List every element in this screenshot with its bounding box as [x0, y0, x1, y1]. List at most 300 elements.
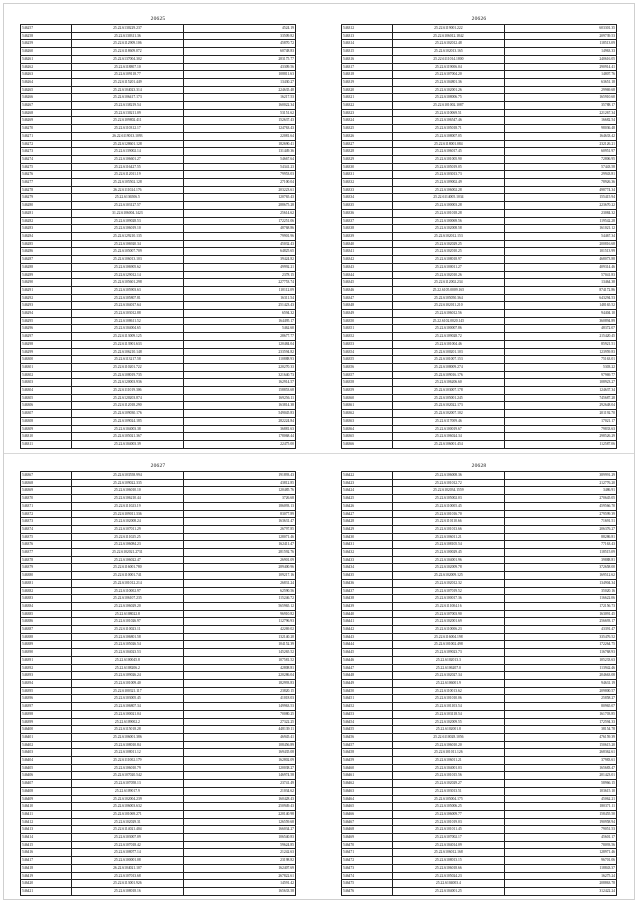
account-code-cell: 25.22.6102010.25 — [392, 248, 504, 256]
amount-cell: 2378.15 — [183, 271, 295, 279]
table-row — [21, 387, 296, 395]
table-row — [21, 479, 296, 487]
record-id-cell: 546442 — [342, 626, 393, 634]
amount-cell: 119542.28 — [504, 217, 616, 225]
amount-cell: 96910.82 — [183, 610, 295, 618]
table-row — [342, 549, 617, 557]
table-row — [342, 741, 617, 749]
table-row — [342, 179, 617, 187]
amount-cell: 98036.48 — [504, 125, 616, 133]
record-id-cell: 546461 — [342, 772, 393, 780]
table-row — [21, 787, 296, 795]
amount-cell: 3726.68 — [183, 495, 295, 503]
record-id-cell: 546470 — [342, 841, 393, 849]
account-code-cell: 25.22.6106011.21 — [392, 533, 504, 541]
table-row — [21, 533, 296, 541]
amount-cell: 72806.95 — [504, 155, 616, 163]
account-code-cell: 26.22.6111024.176 — [71, 186, 183, 194]
account-code-cell: 25.22.6106547.46 — [392, 117, 504, 125]
record-id-cell: 546300 — [21, 356, 72, 364]
record-id-cell: 546371 — [21, 502, 72, 510]
amount-cell: 268362.61 — [504, 749, 616, 757]
table-row — [342, 433, 617, 441]
table-row — [342, 525, 617, 533]
account-code-cell: 25.22.6105026.54 — [71, 641, 183, 649]
amount-cell: 132140.28 — [183, 633, 295, 641]
amount-cell: 49992.21 — [183, 263, 295, 271]
table-row — [342, 310, 617, 318]
amount-cell: 224635.48 — [183, 86, 295, 94]
table-row — [21, 340, 296, 348]
table-row — [21, 703, 296, 711]
account-code-cell: 25.22.6102.0020.145 — [392, 317, 504, 325]
record-id-cell: 546315 — [342, 48, 393, 56]
account-code-cell: 25.22.6106012.168 — [392, 849, 504, 857]
amount-cell: 21034.62 — [183, 787, 295, 795]
account-code-cell: 25.22.6102029.25 — [392, 240, 504, 248]
table-row — [342, 117, 617, 125]
amount-cell: 152637.43 — [183, 117, 295, 125]
account-code-cell: 25.22.6106010.20 — [392, 741, 504, 749]
amount-cell: 107581.52 — [183, 656, 295, 664]
record-id-cell: 546362 — [342, 410, 393, 418]
amount-cell: 372658.00 — [504, 564, 616, 572]
table-row — [21, 209, 296, 217]
amount-cell: 166034.27 — [183, 826, 295, 834]
record-id-cell: 546369 — [21, 487, 72, 495]
record-id-cell: 546354 — [342, 348, 393, 356]
account-code-cell: 25.22.6104003.39 — [71, 440, 183, 448]
amount-cell: 233594.82 — [183, 348, 295, 356]
amount-cell: 112796.93 — [183, 618, 295, 626]
record-id-cell: 546275 — [21, 163, 72, 171]
record-id-cell: 546387 — [21, 626, 72, 634]
account-code-cell: 25.22.6112909.106 — [71, 40, 183, 48]
account-code-cell: 25.22.6101011.45 — [392, 826, 504, 834]
account-code-cell: 25.22.6108019.735 — [71, 371, 183, 379]
table-row — [21, 155, 296, 163]
account-code-cell: 25.22.6100029.45 — [392, 549, 504, 557]
amount-cell: 43812.85 — [183, 479, 295, 487]
record-id-cell: 546388 — [21, 633, 72, 641]
account-code-cell: 25.22.6106920.34 — [71, 240, 183, 248]
record-id-cell: 546452 — [342, 703, 393, 711]
amount-cell: 251423.43 — [183, 302, 295, 310]
table-row — [21, 363, 296, 371]
table-row — [21, 880, 296, 888]
account-code-cell: 25.22.6109011.336 — [71, 510, 183, 518]
account-code-cell: 25.22.6104001.03 — [392, 764, 504, 772]
table-row — [342, 86, 617, 94]
account-code-cell: 25.22.6103558.994 — [71, 472, 183, 480]
table-row — [342, 564, 617, 572]
account-code-cell: 25.22.6101069.271 — [71, 810, 183, 818]
account-code-cell: 25.22.6105024.23 — [392, 872, 504, 880]
amount-cell: 16311.54 — [183, 294, 295, 302]
amount-cell: 335476.52 — [504, 633, 616, 641]
table-row — [342, 695, 617, 703]
table-row — [342, 140, 617, 148]
table-row — [342, 579, 617, 587]
record-id-cell: 546422 — [342, 472, 393, 480]
table-row — [342, 40, 617, 48]
table-row — [342, 541, 617, 549]
table-row — [21, 841, 296, 849]
amount-cell: 42808.81 — [183, 664, 295, 672]
table-row — [342, 94, 617, 102]
amount-cell: 103615.10 — [504, 787, 616, 795]
table-row — [21, 864, 296, 872]
table-row — [21, 672, 296, 680]
table-row — [342, 371, 617, 379]
amount-cell: 209739.53 — [504, 32, 616, 40]
record-id-cell: 546374 — [21, 525, 72, 533]
amount-cell: 118513.09 — [504, 40, 616, 48]
record-id-cell: 546338 — [342, 225, 393, 233]
amount-cell: 145265.52 — [183, 649, 295, 657]
account-code-cell: 25.22.6130211.09 — [71, 109, 183, 117]
amount-cell: 36881.63 — [183, 425, 295, 433]
record-id-cell: 546430 — [342, 533, 393, 541]
table-title: 20625 — [150, 16, 166, 22]
table-row — [21, 32, 296, 40]
table-row — [21, 294, 296, 302]
table-row — [342, 240, 617, 248]
amount-cell: 312422.24 — [504, 887, 616, 895]
amount-cell: 148165.52 — [504, 302, 616, 310]
account-code-cell: 25.22.6106012.1842 — [392, 32, 504, 40]
quadrant-bottom-left — [20, 461, 296, 896]
amount-cell: 46945.41 — [183, 733, 295, 741]
amount-cell: 283175.77 — [183, 55, 295, 63]
account-code-cell: 25.22.6102008.58 — [392, 225, 504, 233]
amount-cell: 201423.01 — [504, 772, 616, 780]
table-row — [21, 63, 296, 71]
amount-cell: 16217.53 — [183, 94, 295, 102]
table-row — [342, 32, 617, 40]
table-row — [342, 410, 617, 418]
table-row — [342, 487, 617, 495]
record-id-cell: 546285 — [21, 240, 72, 248]
amount-cell: 60951.97 — [504, 148, 616, 156]
record-id-cell: 546320 — [342, 86, 393, 94]
record-id-cell: 546355 — [342, 356, 393, 364]
amount-cell: 26831.24 — [183, 579, 295, 587]
table-row — [342, 225, 617, 233]
amount-cell: 54667.64 — [183, 155, 295, 163]
record-id-cell: 546373 — [21, 518, 72, 526]
record-id-cell: 546313 — [342, 32, 393, 40]
record-id-cell: 546421 — [21, 887, 72, 895]
account-code-cell: 25.22.6107011.29 — [71, 525, 183, 533]
account-code-cell: 25.22.6107058.13 — [71, 780, 183, 788]
amount-cell: 200816.68 — [504, 240, 616, 248]
record-id-cell: 546389 — [21, 641, 72, 649]
record-id-cell: 546291 — [21, 286, 72, 294]
table-row — [21, 710, 296, 718]
account-code-cell: 25.22.6100007.86 — [392, 325, 504, 333]
record-id-cell: 546327 — [342, 140, 393, 148]
record-id-cell: 546419 — [21, 872, 72, 880]
account-code-cell: 25.22.6120203.874 — [71, 394, 183, 402]
record-id-cell: 546337 — [342, 217, 393, 225]
account-code-cell: 25.22.6106905.62 — [71, 263, 183, 271]
amount-cell: 120484.04 — [183, 340, 295, 348]
table-row — [21, 818, 296, 826]
account-code-cell: 25.22.6106001.386 — [71, 733, 183, 741]
account-code-cell: 25.22.6114021.404 — [71, 826, 183, 834]
record-id-cell: 546465 — [342, 803, 393, 811]
record-id-cell: 546299 — [21, 348, 72, 356]
account-code-cell: 25.22.6106019.10 — [71, 225, 183, 233]
amount-cell: 169512.62 — [504, 572, 616, 580]
account-code-cell: 25.22.6108105.54 — [392, 541, 504, 549]
amount-cell: 549045.83 — [183, 410, 295, 418]
account-code-cell: 25.22.6114005.1034 — [392, 194, 504, 202]
record-id-cell: 546432 — [342, 549, 393, 557]
amount-cell: 172594.33 — [504, 718, 616, 726]
account-code-cell: 25.22.6110013.62 — [392, 687, 504, 695]
record-id-cell: 546263 — [21, 71, 72, 79]
amount-cell: 14807.76 — [504, 71, 616, 79]
table-row — [21, 610, 296, 618]
account-code-cell: 25.22.6117009.46 — [392, 417, 504, 425]
account-code-cell: 25.22.6104014.09 — [392, 841, 504, 849]
record-id-cell: 546340 — [342, 240, 393, 248]
account-code-cell: 25.22.6106107.235 — [71, 595, 183, 603]
account-code-cell: 25.22.6110002.97 — [71, 587, 183, 595]
amount-cell: 57443.58 — [504, 163, 616, 171]
table-row — [21, 71, 296, 79]
amount-cell: 35788.17 — [504, 102, 616, 110]
record-id-cell: 546269 — [21, 117, 72, 125]
account-code-cell: 25.22.6103013.73 — [392, 171, 504, 179]
table-row — [21, 510, 296, 518]
account-code-cell: 25.22.6107018.42 — [71, 841, 183, 849]
table-row — [342, 841, 617, 849]
table-row — [21, 194, 296, 202]
amount-cell: 70080.25 — [183, 710, 295, 718]
amount-cell: 146974.58 — [183, 772, 295, 780]
record-id-cell: 546363 — [342, 417, 393, 425]
table-row — [342, 109, 617, 117]
record-id-cell: 546333 — [342, 186, 393, 194]
record-id-cell: 546311 — [21, 440, 72, 448]
record-id-cell: 546469 — [342, 834, 393, 842]
table-row — [21, 664, 296, 672]
table-row — [342, 818, 617, 826]
account-code-cell: 25.22.6109028.72 — [392, 333, 504, 341]
amount-cell: 115246.72 — [183, 595, 295, 603]
table-row — [342, 78, 617, 86]
amount-cell: 118843.37 — [504, 864, 616, 872]
amount-cell: 191893.43 — [183, 472, 295, 480]
amount-cell: 204663.08 — [504, 672, 616, 680]
account-code-cell: 25.22.6109023.73 — [392, 649, 504, 657]
account-code-cell: 25.22.6106010.79 — [71, 764, 183, 772]
record-id-cell: 546317 — [342, 63, 393, 71]
record-id-cell: 546348 — [342, 302, 393, 310]
account-code-cell: 25.22.6109802.411 — [71, 117, 183, 125]
table-row — [21, 826, 296, 834]
account-code-cell: 25.22.6105018.71 — [392, 125, 504, 133]
ledger-table — [20, 24, 296, 449]
table-row — [21, 125, 296, 133]
record-id-cell: 546271 — [21, 132, 72, 140]
amount-cell: 78926.36 — [504, 179, 616, 187]
account-code-cell: 25.22.6115201.449 — [71, 78, 183, 86]
amount-cell: 172264.75 — [504, 641, 616, 649]
account-code-cell: 25.22.6106417.173 — [71, 94, 183, 102]
account-code-cell: 25.22.6106018.66 — [392, 864, 504, 872]
table-row — [21, 117, 296, 125]
table-row — [342, 186, 617, 194]
account-code-cell: 25.22.6104001.96 — [392, 556, 504, 564]
amount-cell: 59624.85 — [183, 841, 295, 849]
record-id-cell: 546305 — [21, 394, 72, 402]
account-code-cell: 25.22.6105502.128 — [71, 179, 183, 187]
account-code-cell: 25.22.6104004.65 — [71, 325, 183, 333]
amount-cell: 63651.18 — [504, 78, 616, 86]
record-id-cell: 546390 — [21, 649, 72, 657]
amount-cell: 108811.63 — [183, 71, 295, 79]
amount-cell: 48372.07 — [504, 325, 616, 333]
record-id-cell: 546344 — [342, 271, 393, 279]
amount-cell: 212776.20 — [504, 479, 616, 487]
table-row — [342, 25, 617, 33]
table-row — [342, 294, 617, 302]
record-id-cell: 546286 — [21, 248, 72, 256]
record-id-cell: 546399 — [21, 718, 72, 726]
account-code-cell: 25.22.6110028.1056 — [392, 733, 504, 741]
table-row — [21, 733, 296, 741]
account-code-cell: 25.22.6102027.34 — [392, 672, 504, 680]
account-code-cell: 25.22.6101015.56 — [392, 772, 504, 780]
amount-cell: 169435.08 — [183, 749, 295, 757]
table-row — [21, 780, 296, 788]
record-id-cell: 546427 — [342, 510, 393, 518]
record-id-cell: 546447 — [342, 664, 393, 672]
amount-cell: 80965.07 — [504, 703, 616, 711]
account-code-cell: 25.22.6106001.454 — [392, 440, 504, 448]
record-id-cell: 546402 — [21, 741, 72, 749]
table-row — [21, 271, 296, 279]
record-id-cell: 546307 — [21, 410, 72, 418]
account-code-cell: 25.22.6102004.239 — [71, 795, 183, 803]
record-id-cell: 546331 — [342, 171, 393, 179]
page-divider — [4, 453, 634, 454]
table-row — [342, 595, 617, 603]
amount-cell: 180371.11 — [504, 803, 616, 811]
record-id-cell: 546316 — [342, 55, 393, 63]
amount-cell: 270645.05 — [504, 495, 616, 503]
quadrant-bottom-right — [341, 461, 617, 896]
table-row — [21, 695, 296, 703]
record-id-cell: 546318 — [342, 71, 393, 79]
amount-cell: 643294.53 — [504, 294, 616, 302]
table-row — [342, 710, 617, 718]
account-code-cell: 25.22.6102001.26 — [392, 86, 504, 94]
account-code-cell: 25.22.6101010.06 — [392, 695, 504, 703]
amount-cell: 163814.38 — [183, 402, 295, 410]
table-row — [21, 310, 296, 318]
account-code-cell: 25.22.6101009.40 — [71, 679, 183, 687]
account-code-cell: 25.22.6111025.25 — [71, 533, 183, 541]
account-code-cell: 25.22.6108077.14 — [71, 849, 183, 857]
amount-cell: 150615.20 — [504, 741, 616, 749]
table-row — [342, 48, 617, 56]
amount-cell: 158853.68 — [183, 387, 295, 395]
table-row — [21, 518, 296, 526]
amount-cell: 232126.21 — [504, 140, 616, 148]
amount-cell: 26797.85 — [183, 525, 295, 533]
record-id-cell: 546322 — [342, 102, 393, 110]
record-id-cell: 546306 — [21, 402, 72, 410]
amount-cell: 162407.69 — [183, 864, 295, 872]
amount-cell: 64825.65 — [183, 248, 295, 256]
record-id-cell: 546383 — [21, 595, 72, 603]
amount-cell: 108923.27 — [504, 379, 616, 387]
account-code-cell: 25.22.6100019.67 — [392, 425, 504, 433]
amount-cell: 409314.46 — [504, 263, 616, 271]
table-row — [342, 194, 617, 202]
account-code-cell: 25.22.6103012.88 — [71, 310, 183, 318]
table-row — [21, 564, 296, 572]
record-id-cell: 546294 — [21, 310, 72, 318]
account-code-cell: 25.22.6102034.1559 — [392, 487, 504, 495]
record-id-cell: 546304 — [21, 387, 72, 395]
table-title: 20627 — [150, 463, 166, 469]
amount-cell: 172156.73 — [504, 602, 616, 610]
amount-cell: 172251.06 — [183, 217, 295, 225]
record-id-cell: 546433 — [342, 556, 393, 564]
account-code-cell: 25.22.6113001.926 — [71, 880, 183, 888]
amount-cell: 124763.43 — [183, 125, 295, 133]
account-code-cell: 25.22.6102009.125 — [392, 572, 504, 580]
table-title: 20628 — [471, 463, 487, 469]
account-code-cell: 25.22.6108022.8 — [71, 610, 183, 618]
amount-cell: 163631.47 — [183, 518, 295, 526]
amount-cell: 104152.39 — [183, 641, 295, 649]
account-code-cell: 25.22.6102013.165 — [392, 48, 504, 56]
record-id-cell: 546407 — [21, 780, 72, 788]
account-code-cell: 25.22.6100017.36 — [392, 595, 504, 603]
record-id-cell: 546457 — [342, 741, 393, 749]
record-id-cell: 546443 — [342, 633, 393, 641]
record-id-cell: 546413 — [21, 826, 72, 834]
table-row — [21, 579, 296, 587]
amount-cell: 169256.11 — [183, 394, 295, 402]
record-id-cell: 546405 — [21, 764, 72, 772]
table-row — [342, 55, 617, 63]
amount-cell: 96701.06 — [504, 857, 616, 865]
record-id-cell: 546367 — [21, 472, 72, 480]
table-row — [342, 780, 617, 788]
record-id-cell: 546453 — [342, 710, 393, 718]
account-code-cell: 25.22.6103005.45 — [71, 695, 183, 703]
account-code-cell: 25.22.6104017.64 — [71, 302, 183, 310]
record-id-cell: 546476 — [342, 887, 393, 895]
record-id-cell: 546415 — [21, 841, 72, 849]
account-code-cell: 25.22.6104023.314 — [71, 86, 183, 94]
amount-cell: 476159.39 — [504, 733, 616, 741]
table-row — [342, 518, 617, 526]
account-code-cell: 26.22.6104021.107 — [71, 864, 183, 872]
record-id-cell: 546395 — [21, 687, 72, 695]
record-id-cell: 546449 — [342, 679, 393, 687]
record-id-cell: 546278 — [21, 186, 72, 194]
amount-cell: 745687.28 — [504, 394, 616, 402]
